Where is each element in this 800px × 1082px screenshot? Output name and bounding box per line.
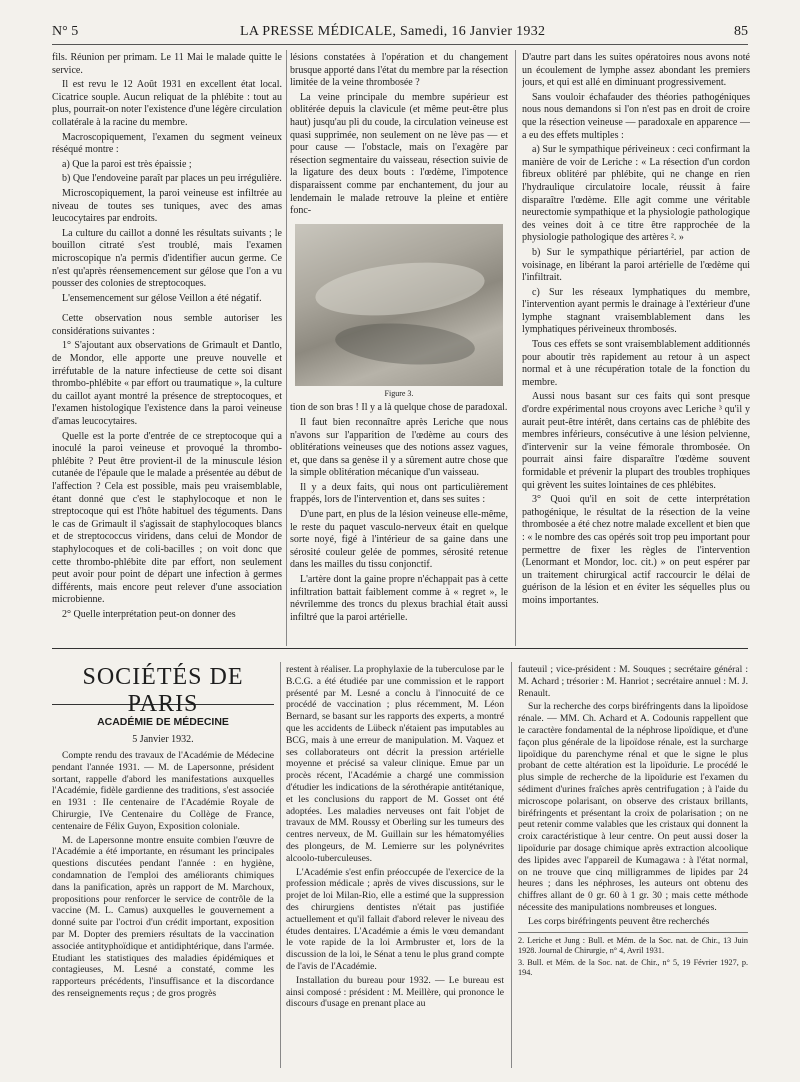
paragraph: Les corps biréfringents peuvent être recherchés: [528, 915, 710, 927]
paragraph: lésions constatées à l'opération et du changement brusque apporté dans l'état du membre par la résection limitée de la veine thrombosée ?: [290, 52, 508, 89]
column-divider: [286, 50, 287, 646]
paragraph: Compte rendu des travaux de l'Académie de Médecine pendant l'année 1931. — M. de Lapersonne, président sortant, rappelle d'abord les manifestations auxquelles l'Académie, fidèle gardienne des traditions, s'est associée en 1931 : IIe centenaire de l'Académie Royale de Chirurgie, IVe Centenaire du Collège de France, centenaire de Félix Guyon, Exposition coloniale.: [52, 750, 274, 832]
paragraph: tion de son bras ! Il y a là quelque chose de paradoxal.: [290, 402, 508, 414]
paragraph: L'artère dont la gaine propre n'échappait pas à cette infiltration battait faiblement comme à « regret », le névrilemme des troncs du plexus brachial était aussi infiltré que la paroi artérielle.: [290, 574, 508, 623]
paragraph: Sur la recherche des corps biréfringents dans la lipoïdose rénale. — MM. Ch. Achard et A. Codounis rappellent que le caractère fondamental de la néphrose lipoïdique, et d'une façon plus générale de la lipoïdose rénale, est la surcharge lipoïdique du parenchyme rénal et que le signe le plus probant de cette altération est la lipoïdurie. Le procédé le plus simple de recherche de la lipoïdurie est l'examen du sédiment d'urines fraîches après centrifugation ; à l'aide du microscope polarisant, on observe des cristaux brillants, biréfringents et présentant la croix de polarisation ; on ne peut retenir comme valables que les cristaux qui donnent la croix caractéristique à leur centre. On peut aussi doser la lipoïdurie par dosage chimique après extraction alcoolique des lipides avec l'appareil de Kumagawa : à l'état normal, on ne trouve que cinq milligrammes de lipides par 24 heures ; dans les néphroses, les auteurs ont obtenu des chiffres allant de 0 gr. 60 à 1 gr. 30 ; mais cette méthode nécessite des manipulations nombreuses et longues.: [518, 701, 748, 913]
section-divider: [52, 648, 748, 649]
paragraph: a) Sur le sympathique périveineux : ceci confirmant la manière de voir de Leriche : « La résection d'un cordon fibreux oblitéré par phlébite, qui ne change en rien l'hydraulique circulatoire locale, réussit à faire disparaître l'œdème. Elle agit comme une véritable neurectomie sympathique et la physiologie pathologique des veines doit à ce titre être rapprochée de la physiologie pathologique des artères ². »: [522, 144, 750, 244]
paragraph: fauteuil ; vice-président : M. Souques ; secrétaire général : M. Achard ; trésorier : M. Hanriot ; secrétaire annuel : M. J. Renault.: [518, 664, 748, 699]
paragraph: Installation du bureau pour 1932. — Le bureau est ainsi composé : président : M. Meillère, qui prononce le discours d'usage en prenant place au: [286, 974, 504, 1010]
column-divider: [511, 662, 512, 1068]
footnote: 2. Leriche et Jung : Bull. et Mém. de la Soc. nat. de Chir., 13 Juin 1928. Journal de Chirurgie, n° 4, Avril 1931.: [518, 935, 748, 955]
paragraph: D'autre part dans les suites opératoires nous avons noté un écoulement de lymphe assez abondant les premiers jours, et qui est allé en diminuant progressivement.: [522, 52, 750, 89]
paragraph: a) Que la paroi est très épaissie ;: [62, 158, 192, 170]
paragraph: Macroscopiquement, l'examen du segment veineux réséqué montre :: [52, 131, 282, 156]
paragraph: Il est revu le 12 Août 1931 en excellent état local. Cicatrice souple. Aucun reliquat de la phlébite : tout au plus, pourrait-on noter l'existence d'une légère circulation collatérale à la racine du membre.: [52, 79, 282, 128]
paragraph: Cette observation nous semble autoriser les considérations suivantes :: [52, 313, 282, 337]
figure-shading: [334, 319, 476, 369]
page-header: [52, 24, 748, 45]
column-divider: [280, 662, 281, 1068]
paragraph: Sans vouloir échafauder des théories pathogéniques nous nous demandons si l'on n'est pas en droit de croire que la résection veineuse — paradoxale en apparence — a eu des effets multiples :: [522, 91, 750, 141]
article-column-3: [522, 52, 750, 644]
session-date: 5 Janvier 1932.: [132, 734, 194, 745]
paragraph: La veine principale du membre supérieur est oblitérée depuis la clavicule (et même peut-être plus haut) jusqu'au pli du coude, la circulation veineuse est quasi supprimée, non seulement on ne lève pas — et pour cause — l'obstacle, mais on l'exagère par résection segmentaire du vaisseau, résection suivie de la ligature des deux bouts : l'œdème, l'impotence disparaissent comme par enchantement, du jour au lendemain le malade retrouve la pleine et entière fonc-: [290, 91, 508, 217]
societes-column-3: [518, 664, 748, 1066]
footnote: 3. Bull. et Mém. de la Soc. nat. de Chir., n° 5, 19 Février 1927, p. 194.: [518, 957, 748, 977]
paragraph: D'une part, en plus de la lésion veineuse elle-même, le reste du paquet vasculo-nerveux était en quelque sorte noyé, figé à l'intérieur de sa gaine dans une sérosité couleur gelée de pommes, sérosité retenue dans les mailles du tissu conjonctif.: [290, 509, 508, 571]
article-column-2: [290, 52, 508, 644]
footnotes: [518, 932, 748, 978]
societes-column-1: [52, 750, 274, 1066]
issue-number: N° 5: [52, 24, 79, 39]
paragraph: Il faut bien reconnaître après Leriche que nous n'avons sur l'apparition de l'œdème au cours des oblitérations veineuses que des notions assez vagues, et, que dans sa genèse il y a sûrement autre chose que la simple oblitération mécanique d'un vaisseau.: [290, 416, 508, 479]
figure-shading: [313, 255, 487, 322]
paragraph: Tous ces effets se sont vraisemblablement additionnés pour aboutir très rapidement au retour à un aspect normal et à une récupération totale de la fonction du membre.: [522, 339, 750, 388]
journal-title: LA PRESSE MÉDICALE, Samedi, 16 Janvier 1932: [240, 24, 546, 39]
paragraph: 2° Quelle interprétation peut-on donner des: [62, 608, 236, 620]
paragraph: fils. Réunion per primam. Le 11 Mai le malade quitte le service.: [52, 52, 282, 76]
column-divider: [515, 50, 516, 646]
paragraph: c) Sur les réseaux lymphatiques du membre, l'intervention ayant permis le drainage à l'extérieur d'une lymphe stagnant vraisemblablement dans les lymphatiques périveineux thrombosés.: [522, 286, 750, 336]
paragraph: L'Académie s'est enfin préoccupée de l'exercice de la profession médicale ; après de vives discussions, sur le projet de loi Milan-Rio, elle a estimé que la suppression des chirurgiens dentistes n'était pas justifiée actuellement et qu'il fallait d'abord relever le niveau des études dentaires. L'Académie a émis le vœu demandant le vote rapide de la loi Armbruster et, lors de la discussion de la loi, le Sénat a tenu le plus grand compte de l'avis de l'Académie.: [286, 866, 504, 972]
paragraph: Quelle est la porte d'entrée de ce streptocoque qui a inoculé la paroi veineuse et provoqué la thrombo-phlébite ? Peut être provient-il de la minuscule lésion cutanée de l'épaule que le malade a présentée au début de l'affection ? Cela est possible, mais peu vraisemblable, étant donné que c'est le staphylocoque et non le streptocoque qui est l'hôte habituel des téguments. Dans le cas de Grimault il s'agissait de staphylocoques blancs et de streptococcus viridens, dans celui de Mondor de staphylocoques et de coli-bacilles ; on voit donc que cette thrombo-phlébite dite par effort, non seulement peut avoir pour point de départ une infection à germes différents, mais encore peut relever d'une association microbienne.: [52, 430, 282, 606]
paragraph: 3° Quoi qu'il en soit de cette interprétation pathogénique, le résultat de la résection de la veine thrombosée a été chez notre malade excellent et bien que : « le nombre des cas opérés soit trop peu important pour permettre de fixer les règles de l'intervention (Lenormant et Mondor, loc. cit.) » on peut espérer par un traitement chirurgical actif raccourcir le délai de guérison de la lésion et en éviter les séquelles plus ou moins importantes.: [522, 494, 750, 606]
paragraph: b) Sur le sympathique périartériel, par action de voisinage, en libérant la paroi artérielle de l'œdème qui l'infiltrait.: [522, 246, 750, 284]
paragraph: Aussi nous basant sur ces faits qui sont presque d'ordre expérimental nous croyons avec Leriche ³ qu'il y aurait peut-être intérêt, dans certains cas de phlébite des membres inférieurs, consécutive à une lésion pelvienne, d'intervenir sur la veine fémorale thrombosée. On pourrait ainsi faire disparaître l'œdème souvent formidable et prévenir la plupart des troubles trophiques qui grèvent les suites lointaines de ces phlébites.: [522, 391, 750, 491]
societes-column-2: [286, 664, 504, 1066]
paragraph: La culture du caillot a donné les résultats suivants ; le bouillon citraté s'est troublé, mais l'examen microscopique n'a permis d'identifier aucun germe. Ce n'est qu'après réensemencement sur gélose que l'on a vu pousser des colonies de streptocoques.: [52, 227, 282, 290]
page-number: 85: [734, 24, 748, 39]
paragraph: Microscopiquement, la paroi veineuse est infiltrée au niveau de toutes ses tuniques, avec des amas leucocytaires par endroits.: [52, 187, 282, 225]
section-title: SOCIÉTÉS DE PARIS: [52, 664, 274, 705]
paragraph: b) Que l'endoveine paraît par places un peu irrégulière.: [62, 173, 282, 185]
paragraph: M. de Lapersonne montre ensuite combien l'œuvre de l'Académie a été importante, en résumant les principales questions discutées pendant l'année : en hygiène, condamnation de l'emploi des améliorants chimiques dans la panification, après un rapport de M. Marchoux, propositions pour renforcer le service de contrôle de la vaccine (M. L. Camus) auxquelles le gouvernement a donné suite par l'octroi d'un crédit important, exposition par M. Dopter des premiers résultats de la vaccination associée antityphoïdique et antidiphtérique, dans l'armée. Etudiant les statistiques des maladies épidémiques et contagieuses, M. Lesné a constaté, comme les rapporteurs précédents, l'insuffisance et la discordance des renseignements reçus ; de gros progrès: [52, 834, 274, 999]
figure-caption: Figure 3.: [384, 388, 414, 398]
figure-3-photo: [295, 224, 503, 386]
article-column-1: [52, 52, 282, 644]
paragraph: Il y a deux faits, qui nous ont particulièrement frappés, lors de l'intervention et, dans ses suites :: [290, 481, 508, 506]
paragraph: L'ensemencement sur gélose Veillon a été négatif.: [62, 292, 262, 304]
paragraph: 1° S'ajoutant aux observations de Grimault et Dantlo, de Mondor, elle apporte une preuve nouvelle et irréfutable de la nature infectieuse de cette soi disant thrombo-phlébite « par effort ou traumatique », la culture du caillot ayant montré la présence de streptocoques, et l'examen histologique l'existence dans la paroi veineuse d'amas leucocytaires.: [52, 340, 282, 428]
academy-heading: ACADÉMIE DE MÉDECINE: [97, 716, 229, 728]
paragraph: restent à réaliser. La prophylaxie de la tuberculose par le B.C.G. a été étudiée par une commission et le rapport présenté par M. Lesné a conclu à l'innocuité de ce procédé de vaccination ; plus récemment, M. Léon Bernard, se basant sur les rapports des experts, a montré que les accidents de Lübeck n'étaient pas imputables au BCG, mais à une erreur de manipulation. M. Vaquez et ses collaborateurs ont décrit la pression artérielle moyenne et précisé sa valeur clinique. Emue par un procès récent, l'Académie a chargé une commission d'étudier les indications de la sérothérapie antitétanique, et les conclusions du rapport de M. Gosset ont été adoptées. Les maladies nerveuses ont fait l'objet de travaux de MM. Roussy et Oberling sur les tumeurs des centres nerveux, de M. Guillain sur les hématomyélies des plongeurs, de M. Lemierre sur les polynévrites alcoolo-tuberculeuses.: [286, 664, 504, 864]
